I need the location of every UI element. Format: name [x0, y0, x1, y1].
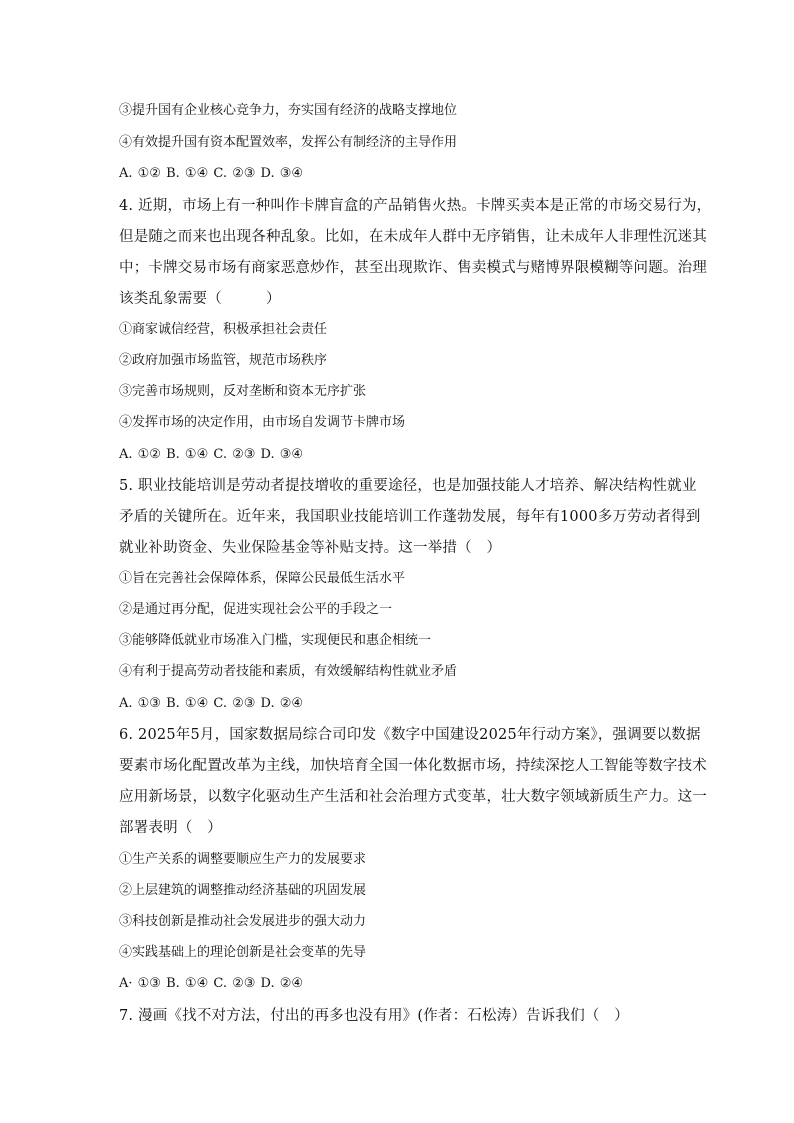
option-line: ③科技创新是推动社会发展进步的强大动力: [119, 914, 367, 929]
question-stem-line: 应用新场景，以数字化驱动生产生活和社会治理方式变革，壮大数字领域新质生产力。这一: [119, 789, 707, 805]
option-line: ①旨在完善社会保障体系，保障公民最低生活水平: [119, 571, 406, 586]
option-line: ②上层建筑的调整推动经济基础的巩固发展: [119, 883, 367, 898]
option-line: ②政府加强市场监管，规范市场秩序: [119, 353, 328, 368]
option-line: ④发挥市场的决定作用，由市场自发调节卡牌市场: [119, 415, 406, 430]
question-stem-line: 该类乱象需要（ ）: [119, 291, 281, 307]
option-line: ①商家诚信经营，积极承担社会责任: [119, 322, 328, 337]
question-stem-line: 矛盾的关键所在。近年来，我国职业技能培训工作蓬勃发展，每年有1000多万劳动者得到: [119, 509, 701, 525]
answer-choices: A· ①③ B. ①④ C. ②③ D. ②④: [119, 976, 304, 991]
answer-choices: A. ①② B. ①④ C. ②③ D. ③④: [119, 447, 304, 462]
question-stem-line: 7. 漫画《找不对方法，付出的再多也没有用》(作者：石松涛）告诉我们（ ）: [119, 1008, 629, 1024]
option-line: ②是通过再分配，促进实现社会公平的手段之一: [119, 602, 393, 617]
question-stem-line: 5. 职业技能培训是劳动者提技增收的重要途径，也是加强技能人才培养、解决结构性就业: [119, 478, 697, 494]
answer-choices: A. ①③ B. ①④ C. ②③ D. ②④: [119, 696, 304, 711]
question-stem-line: 4. 近期，市场上有一种叫作卡牌盲盒的产品销售火热。卡牌买卖本是正常的市场交易行为，: [119, 198, 712, 214]
option-line: ③完善市场规则，反对垄断和资本无序扩张: [119, 384, 367, 399]
option-line: ①生产关系的调整要顺应生产力的发展要求: [119, 852, 367, 867]
option-line: ④有效提升国有资本配置效率，发挥公有制经济的主导作用: [119, 135, 458, 150]
question-stem-line: 6. 2025年5月，国家数据局综合司印发《数字中国建设2025年行动方案》，强调要以数据: [119, 727, 701, 743]
question-stem-line: 部署表明（ ）: [119, 820, 222, 836]
question-stem-line: 但是随之而来也出现各种乱象。比如，在未成年人群中无序销售，让未成年人非理性沉迷其: [119, 229, 707, 245]
option-line: ③提升国有企业核心竞争力，夯实国有经济的战略支撑地位: [119, 103, 458, 118]
answer-choices: A. ①② B. ①④ C. ②③ D. ③④: [119, 166, 304, 181]
question-stem-line: 就业补助资金、失业保险基金等补贴支持。这一举措（ ）: [119, 540, 502, 556]
question-stem-line: 要素市场化配置改革为主线，加快培育全国一体化数据市场，持续深挖人工智能等数字技术: [119, 758, 707, 774]
option-line: ③能够降低就业市场准入门槛，实现便民和惠企相统一: [119, 633, 432, 648]
option-line: ④实践基础上的理论创新是社会变革的先导: [119, 945, 367, 960]
question-stem-line: 中；卡牌交易市场有商家恶意炒作，甚至出现欺诈、售卖模式与赌博界限模糊等问题。治理: [119, 260, 707, 276]
option-line: ④有利于提高劳动者技能和素质，有效缓解结构性就业矛盾: [119, 664, 458, 679]
